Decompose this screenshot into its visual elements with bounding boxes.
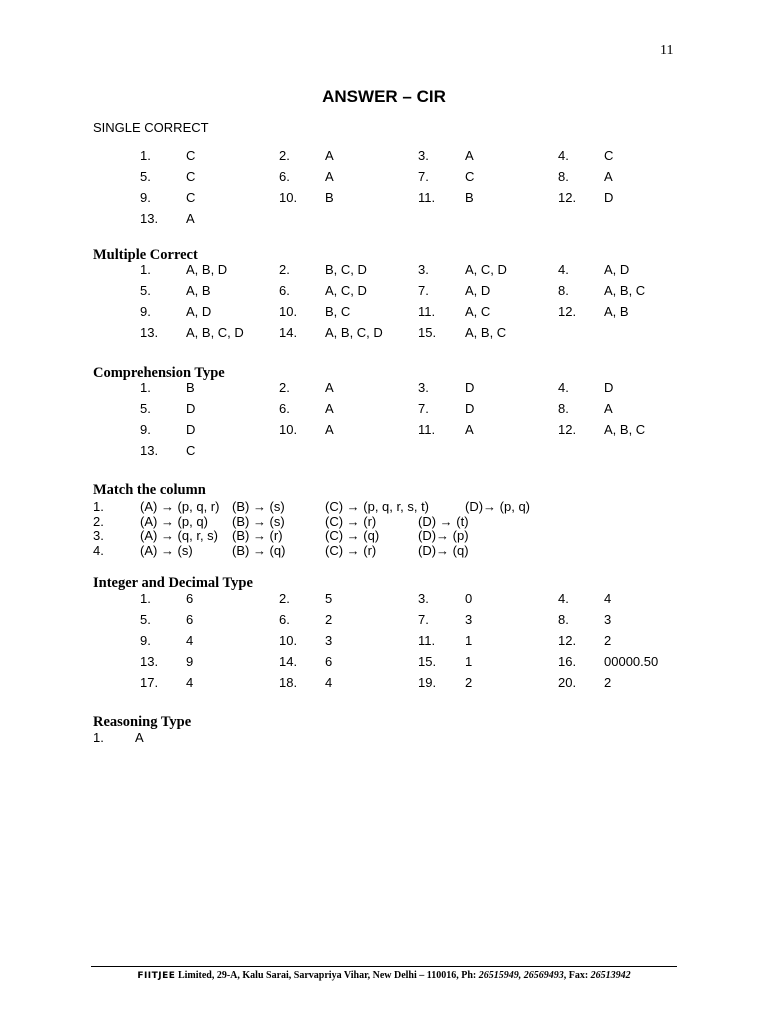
answer-value: 9 bbox=[186, 654, 194, 669]
question-number: 19. bbox=[418, 675, 437, 690]
footer-address: Limited, 29-A, Kalu Sarai, Sarvapriya Vihar, New Delhi – 110016, Ph: bbox=[175, 970, 479, 981]
answer-value: 0 bbox=[465, 591, 473, 606]
question-number: 12. bbox=[558, 190, 577, 205]
question-number: 4. bbox=[558, 262, 569, 277]
answer-value: 3 bbox=[604, 612, 612, 627]
answer-value: A, C bbox=[465, 304, 491, 319]
answer-value: B bbox=[325, 190, 334, 205]
answer-value: A bbox=[604, 401, 613, 416]
answer-value: 3 bbox=[465, 612, 473, 627]
comprehension-heading: Comprehension Type bbox=[93, 365, 225, 381]
question-number: 12. bbox=[558, 422, 577, 437]
question-number: 8. bbox=[558, 612, 569, 627]
question-number: 14. bbox=[279, 325, 298, 340]
footer-fax-label: , Fax: bbox=[563, 970, 591, 981]
answer-value: A bbox=[325, 422, 334, 437]
integer-decimal-heading: Integer and Decimal Type bbox=[93, 575, 253, 591]
question-number: 9. bbox=[140, 633, 151, 648]
match-mapping: (B) → (r) bbox=[232, 528, 283, 543]
answer-value: B, C bbox=[325, 304, 351, 319]
answer-value: A bbox=[186, 211, 195, 226]
answer-value: 6 bbox=[186, 591, 194, 606]
question-number: 7. bbox=[418, 283, 429, 298]
answer-value: A bbox=[325, 380, 334, 395]
match-mapping: (A) → (p, q) bbox=[140, 513, 208, 529]
answer-value: A, B, C, D bbox=[325, 325, 383, 340]
answer-value: B bbox=[186, 380, 195, 395]
answer-value: 4 bbox=[325, 675, 333, 690]
multiple-correct-heading: Multiple Correct bbox=[93, 247, 198, 263]
question-number: 3. bbox=[418, 148, 429, 163]
answer-value: A bbox=[604, 169, 613, 184]
answer-value: 2 bbox=[604, 633, 612, 648]
answer-value: A bbox=[465, 148, 474, 163]
match-row-number: 1. bbox=[93, 499, 104, 514]
match-mapping: (B) → (q) bbox=[232, 542, 286, 558]
question-number: 10. bbox=[279, 304, 298, 319]
answer-value: 5 bbox=[325, 591, 333, 606]
answer-value: A, C, D bbox=[465, 262, 507, 277]
question-number: 11. bbox=[418, 304, 436, 319]
question-number: 3. bbox=[418, 262, 429, 277]
question-number: 2. bbox=[279, 380, 290, 395]
question-number: 6. bbox=[279, 169, 290, 184]
match-mapping: (C) → (p, q, r, s, t) bbox=[325, 499, 430, 514]
answer-value: D bbox=[186, 401, 196, 416]
question-number: 1. bbox=[93, 730, 104, 745]
question-number: 8. bbox=[558, 401, 569, 416]
question-number: 7. bbox=[418, 169, 429, 184]
match-mapping: (D)→ (p, q) bbox=[465, 499, 530, 514]
question-number: 6. bbox=[279, 401, 290, 416]
answer-value: A bbox=[325, 401, 334, 416]
question-number: 2. bbox=[279, 262, 290, 277]
answer-value: 3 bbox=[325, 633, 333, 648]
answer-value: 00000.50 bbox=[604, 654, 659, 669]
question-number: 1. bbox=[140, 380, 151, 395]
question-number: 20. bbox=[558, 675, 577, 690]
single-correct-heading: SINGLE CORRECT bbox=[93, 120, 209, 135]
answer-value: C bbox=[604, 148, 614, 163]
answer-value: A bbox=[325, 169, 334, 184]
match-mapping: (C) → (r) bbox=[325, 513, 377, 529]
answer-value: 4 bbox=[186, 675, 194, 690]
question-number: 9. bbox=[140, 304, 151, 319]
question-number: 12. bbox=[558, 633, 577, 648]
answer-value: A, B, C bbox=[604, 422, 646, 437]
answer-value: A bbox=[135, 730, 144, 745]
answer-value: D bbox=[465, 401, 475, 416]
question-number: 5. bbox=[140, 169, 151, 184]
answer-value: C bbox=[186, 148, 196, 163]
match-mapping: (C) → (q) bbox=[325, 528, 380, 543]
question-number: 11. bbox=[418, 422, 436, 437]
question-number: 2. bbox=[279, 591, 290, 606]
match-mapping: (A) → (p, q, r) bbox=[140, 499, 220, 514]
question-number: 2. bbox=[279, 148, 290, 163]
answer-value: 2 bbox=[604, 675, 612, 690]
question-number: 5. bbox=[140, 612, 151, 627]
question-number: 3. bbox=[418, 591, 429, 606]
question-number: 13. bbox=[140, 443, 159, 458]
answer-value: A, B bbox=[604, 304, 629, 319]
question-number: 7. bbox=[418, 401, 429, 416]
question-number: 4. bbox=[558, 591, 569, 606]
match-mapping: (D) → (t) bbox=[418, 513, 469, 529]
question-number: 18. bbox=[279, 675, 298, 690]
question-number: 15. bbox=[418, 654, 437, 669]
match-mapping: (C) → (r) bbox=[325, 542, 377, 558]
match-mapping: (A) → (q, r, s) bbox=[140, 528, 218, 543]
question-number: 17. bbox=[140, 675, 159, 690]
answer-value: B bbox=[465, 190, 474, 205]
match-mapping: (D)→ (p) bbox=[418, 528, 469, 543]
match-mapping: (A) → (s) bbox=[140, 542, 193, 558]
footer bbox=[0, 970, 768, 981]
footer-fax: 26513942 bbox=[590, 970, 631, 981]
answer-value: A, D bbox=[465, 283, 491, 298]
answer-value: A, B, D bbox=[186, 262, 228, 277]
answer-value: 2 bbox=[325, 612, 333, 627]
reasoning-heading: Reasoning Type bbox=[93, 714, 192, 730]
answer-value: 6 bbox=[325, 654, 333, 669]
question-number: 11. bbox=[418, 633, 436, 648]
question-number: 16. bbox=[558, 654, 577, 669]
answer-value: D bbox=[186, 422, 196, 437]
answer-value: A, B, C, D bbox=[186, 325, 244, 340]
answer-value: 6 bbox=[186, 612, 194, 627]
question-number: 15. bbox=[418, 325, 437, 340]
answer-value: 1 bbox=[465, 654, 473, 669]
answer-value: D bbox=[604, 190, 614, 205]
answer-value: C bbox=[186, 169, 196, 184]
answer-value: B, C, D bbox=[325, 262, 367, 277]
question-number: 10. bbox=[279, 633, 298, 648]
question-number: 13. bbox=[140, 325, 159, 340]
answer-value: 4 bbox=[186, 633, 194, 648]
question-number: 5. bbox=[140, 401, 151, 416]
page-title: ANSWER – CIR bbox=[322, 87, 446, 106]
question-number: 6. bbox=[279, 283, 290, 298]
question-number: 1. bbox=[140, 148, 151, 163]
answer-value: A, B bbox=[186, 283, 211, 298]
answer-value: A, D bbox=[604, 262, 630, 277]
question-number: 1. bbox=[140, 262, 151, 277]
page-number: 11 bbox=[660, 43, 674, 58]
answer-value: C bbox=[186, 190, 196, 205]
answer-value: 2 bbox=[465, 675, 473, 690]
question-number: 9. bbox=[140, 190, 151, 205]
match-mapping: (B) → (s) bbox=[232, 499, 285, 514]
question-number: 14. bbox=[279, 654, 298, 669]
match-row-number: 4. bbox=[93, 542, 104, 558]
match-mapping: (D)→ (q) bbox=[418, 542, 469, 558]
answer-value: A, B, C bbox=[604, 283, 646, 298]
answer-value: A, C, D bbox=[325, 283, 367, 298]
question-number: 10. bbox=[279, 422, 298, 437]
answer-value: A, B, C bbox=[465, 325, 507, 340]
question-number: 8. bbox=[558, 169, 569, 184]
footer-phones: 26515949, 26569493 bbox=[478, 970, 564, 981]
footer-brand: FIITJEE bbox=[137, 971, 176, 981]
answer-value: D bbox=[604, 380, 614, 395]
question-number: 11. bbox=[418, 190, 436, 205]
question-number: 10. bbox=[279, 190, 298, 205]
answer-value: C bbox=[186, 443, 196, 458]
question-number: 3. bbox=[418, 380, 429, 395]
question-number: 4. bbox=[558, 148, 569, 163]
answer-value: 1 bbox=[465, 633, 473, 648]
answer-value: A bbox=[465, 422, 474, 437]
question-number: 1. bbox=[140, 591, 151, 606]
question-number: 5. bbox=[140, 283, 151, 298]
answer-value: D bbox=[465, 380, 475, 395]
question-number: 6. bbox=[279, 612, 290, 627]
match-column-heading: Match the column bbox=[93, 482, 206, 498]
question-number: 9. bbox=[140, 422, 151, 437]
answer-value: A bbox=[325, 148, 334, 163]
question-number: 12. bbox=[558, 304, 577, 319]
match-row-number: 3. bbox=[93, 528, 104, 543]
question-number: 4. bbox=[558, 380, 569, 395]
match-mapping: (B) → (s) bbox=[232, 513, 285, 529]
question-number: 8. bbox=[558, 283, 569, 298]
question-number: 13. bbox=[140, 211, 159, 226]
match-row-number: 2. bbox=[93, 513, 104, 529]
answer-value: 4 bbox=[604, 591, 612, 606]
answer-value: C bbox=[465, 169, 475, 184]
answer-value: A, D bbox=[186, 304, 212, 319]
question-number: 13. bbox=[140, 654, 159, 669]
question-number: 7. bbox=[418, 612, 429, 627]
footer-divider bbox=[91, 966, 677, 967]
